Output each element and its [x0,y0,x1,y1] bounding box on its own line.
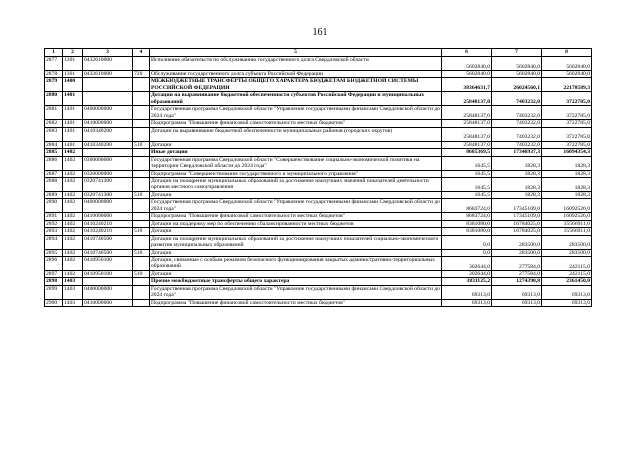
amount-year2-cell: 17345109,0 [492,199,542,213]
header-cell: 4 [133,49,150,57]
section-code-cell: 1301 [63,57,83,71]
amount-year1-cell: 0,0 [442,235,492,249]
section-code-cell: 1402 [63,228,83,235]
expense-type-code-cell [133,257,150,271]
item-name-cell: Дотации [150,228,442,235]
row-number-cell: 2894 [45,235,63,249]
item-name-cell: Государственная программа Свердловской области "Управление государственными финансами Свердловской области до 2024 года" [151,199,440,212]
row-number-cell: 2881 [45,106,63,120]
table-row [45,57,592,71]
section-code-cell: 1402 [63,170,83,177]
amount-year3-cell: 283500,0 [542,249,592,256]
amount-year1-cell: 25848137,0 [442,127,492,141]
amount-year2-cell: 7403232,0 [492,141,542,148]
row-number-cell: 2893 [45,228,63,235]
section-code-cell: 1402 [63,178,83,192]
page-number: 161 [312,27,328,38]
target-article-code-cell: 0432610000 [83,71,133,78]
target-article-code-cell: 0400000000 [83,199,133,213]
amount-year3-cell: 3722785,0 [542,92,592,106]
section-code-cell: 1402 [63,220,83,227]
expense-type-code-cell [133,213,150,220]
section-code-cell: 1403 [63,299,83,306]
table-row [45,220,592,227]
section-code-cell: 1402 [63,235,83,249]
table-row [45,257,592,271]
item-name-cell: Дотации, связанные с особым режимом безопасного функционирования закрытых административно-территориальных образований [150,257,442,271]
amount-year2-cell: 17345109,0 [492,213,542,220]
row-number-cell: 2884 [45,141,63,148]
amount-year2-cell: 7403232,0 [492,106,542,120]
header-row [45,49,592,57]
header-cell: 3 [83,49,133,57]
table-row [45,249,592,256]
target-article-code-cell: 0410000000 [83,120,133,127]
amount-year1-cell: 0,0 [442,249,492,256]
row-number-cell: 2890 [45,199,63,213]
amount-year1-cell: 8683724,0 [442,213,492,220]
item-name-cell: Государственная программа Свердловской области "Управление государственными финансами Свердловской области до 2024 года" [151,285,440,299]
amount-year3-cell: 283500,0 [542,235,592,249]
amount-year1-cell: 25848137,0 [442,141,492,148]
amount-year3-cell: 2361450,0 [542,278,592,285]
target-article-code-cell [83,149,133,156]
header-cell: 7 [492,49,542,57]
item-name-cell: Дотации на поощрение муниципальных образований за достижение наилучших значений показателей деятельности органов местного самоуправления [150,178,442,192]
amount-year2-cell: 69313,0 [492,299,542,306]
item-name-cell: Исполнение обязательств по обслуживанию государственного долга Свердловской области [150,57,442,71]
amount-year3-cell: 69313,0 [542,299,592,306]
expense-type-code-cell: 510 [133,192,150,199]
table-row [45,213,592,220]
row-number-cell: 2899 [45,285,63,299]
amount-year3-cell: 242115,0 [542,271,592,278]
table-row [45,228,592,235]
table-row [45,299,592,306]
section-code-cell: 1301 [63,71,83,78]
table-row [45,235,592,249]
item-name-cell: Дотации [150,192,442,199]
amount-year2-cell: 7403232,0 [492,92,542,106]
table-row [45,192,592,199]
table-row [45,199,592,213]
expense-type-code-cell [133,106,150,120]
amount-year2-cell: 16784025,0 [492,228,542,235]
section-code-cell: 1402 [63,257,83,271]
table-row [45,285,592,299]
expense-type-code-cell [133,149,150,156]
section-code-cell: 1402 [63,192,83,199]
amount-year2-cell: 1828,3 [492,178,542,192]
row-number-cell: 2886 [45,156,63,170]
section-code-cell: 1402 [63,199,83,213]
amount-year2-cell: 1828,3 [492,170,542,177]
amount-year2-cell: 26024560,1 [492,78,542,92]
row-number-cell: 2879 [45,78,63,92]
expense-type-code-cell: 510 [133,271,150,278]
amount-year3-cell: 15566911,0 [542,220,592,227]
amount-year1-cell: 8381080,0 [442,228,492,235]
amount-year1-cell: 8381080,0 [442,220,492,227]
amount-year3-cell: 3722785,0 [542,127,592,141]
target-article-code-cell: 0320741300 [83,178,133,192]
item-name-cell: Подпрограмма "Повышение финансовой самостоятельности местных бюджетов" [150,213,442,220]
amount-year3-cell: 1828,3 [542,156,592,170]
amount-year1-cell: 8683724,0 [442,199,492,213]
amount-year1-cell: 25848137,0 [442,120,492,127]
amount-year3-cell: 3722785,0 [542,106,592,120]
table-row [45,78,592,92]
item-name-cell: Подпрограмма "Повышение финансовой самостоятельности местных бюджетов" [150,120,442,127]
table-row [45,120,592,127]
amount-year1-cell: 69313,0 [442,285,492,299]
row-number-cell: 2877 [45,57,63,71]
amount-year2-cell: 1828,3 [492,156,542,170]
amount-year2-cell: 7403232,0 [492,120,542,127]
row-number-cell: 2887 [45,170,63,177]
section-code-cell: 1402 [63,149,83,156]
item-name-cell: Подпрограмма "Совершенствование государственного и муниципального управления" [150,170,442,177]
amount-year2-cell: 283500,0 [492,249,542,256]
row-number-cell: 2878 [45,71,63,78]
amount-year3-cell: 15566911,0 [542,228,592,235]
expense-type-code-cell [133,285,150,299]
row-number-cell: 2892 [45,220,63,227]
expense-type-code-cell: 720 [133,71,150,78]
section-code-cell: 1402 [63,156,83,170]
target-article-code-cell: 0410740500 [83,235,133,249]
section-code-cell: 1401 [63,127,83,141]
item-name-cell: Дотации [150,141,442,148]
item-name-cell: Иные дотации [150,149,442,156]
row-number-cell: 2888 [45,178,63,192]
expense-type-code-cell [133,57,150,71]
row-number-cell: 2880 [45,92,63,106]
section-code-cell: 1401 [63,92,83,106]
item-name-cell: Дотации на поощрение муниципальных образований за достижение наилучших показателей социально-экономического развития муниципальных образований [150,235,442,249]
target-article-code-cell: 0410740500 [83,249,133,256]
expense-type-code-cell [133,127,150,141]
item-name-cell: Дотации [150,249,442,256]
expense-type-code-cell [133,235,150,249]
amount-year3-cell: 16092526,0 [542,199,592,213]
amount-year3-cell: 3722785,0 [542,141,592,148]
amount-year2-cell: 7403232,0 [492,127,542,141]
row-number-cell: 2897 [45,271,63,278]
amount-year2-cell: 1274390,8 [492,278,542,285]
item-name-cell: Дотации [150,271,442,278]
amount-year3-cell: 69313,0 [542,285,592,299]
amount-year1-cell: 69313,0 [442,299,492,306]
header-cell: 8 [542,49,592,57]
expense-type-code-cell [133,120,150,127]
expense-type-code-cell [133,278,150,285]
section-code-cell: 1403 [63,278,83,285]
amount-year1-cell: 302644,0 [442,271,492,278]
amount-year2-cell: 277584,0 [492,271,542,278]
expense-type-code-cell [133,156,150,170]
expense-type-code-cell [133,170,150,177]
expense-type-code-cell [133,199,150,213]
expense-type-code-cell [133,220,150,227]
header-cell: 2 [63,49,83,57]
target-article-code-cell [83,92,133,106]
table-row [45,156,592,170]
amount-year1-cell: 5602840,0 [442,57,492,71]
table-row [45,278,592,285]
row-number-cell: 2891 [45,213,63,220]
target-article-code-cell: 0320000000 [83,170,133,177]
target-article-code-cell: 0410950100 [83,257,133,271]
amount-year2-cell: 5602840,0 [492,71,542,78]
section-code-cell: 1400 [63,78,83,92]
amount-year1-cell: 25848137,0 [442,92,492,106]
amount-year3-cell: 22178589,3 [542,78,592,92]
item-name-cell: Прочие межбюджетные трансферты общего характера [150,278,442,285]
target-article-code-cell: 0410000000 [83,299,133,306]
header-cell: 6 [442,49,492,57]
expense-type-code-cell: 510 [133,141,150,148]
amount-year2-cell: 69313,0 [492,285,542,299]
row-number-cell: 2885 [45,149,63,156]
table-row [45,271,592,278]
amount-year1-cell: 1645,5 [442,192,492,199]
amount-year1-cell: 1645,5 [442,156,492,170]
amount-year3-cell: 16092526,0 [542,213,592,220]
item-name-cell: Государственная программа Свердловской области "Совершенствование социально-экономической политики на территории Свердловской области до 2024 года" [150,156,442,170]
header-cell: 5 [150,49,442,57]
expense-type-code-cell [133,92,150,106]
item-name-cell: Дотации на выравнивание бюджетной обеспеченности муниципальных районов (городских округов) [150,127,442,141]
expense-type-code-cell [133,78,150,92]
amount-year2-cell: 283500,0 [492,235,542,249]
section-code-cell: 1403 [63,285,83,299]
row-number-cell: 2900 [45,299,63,306]
target-article-code-cell [83,278,133,285]
header-cell: 1 [45,49,63,57]
item-name-cell: Дотации на поддержку мер по обеспечению сбалансированности местных бюджетов [150,220,442,227]
row-number-cell: 2883 [45,127,63,141]
item-name-cell: Подпрограмма "Повышение финансовой самостоятельности местных бюджетов" [150,299,442,306]
target-article-code-cell: 0410340200 [83,127,133,141]
target-article-code-cell: 0410340200 [83,141,133,148]
table-row [45,92,592,106]
table-row [45,71,592,78]
amount-year1-cell: 1645,5 [442,178,492,192]
target-article-code-cell: 0300000000 [83,156,133,170]
item-name-cell: МЕЖБЮДЖЕТНЫЕ ТРАНСФЕРТЫ ОБЩЕГО ХАРАКТЕРА БЮДЖЕТАМ БЮДЖЕТНОЙ СИСТЕМЫ РОССИЙСКОЙ ФЕДЕРАЦИИ [150,78,442,92]
expense-type-code-cell: 510 [133,249,150,256]
amount-year1-cell: 3831125,2 [442,278,492,285]
amount-year1-cell: 25848137,0 [442,106,492,120]
target-article-code-cell [83,78,133,92]
section-code-cell: 1401 [63,106,83,120]
target-article-code-cell: 0410240210 [83,228,133,235]
amount-year1-cell: 8685369,5 [442,149,492,156]
amount-year1-cell: 1645,5 [442,170,492,177]
section-code-cell: 1402 [63,213,83,220]
table-row [45,127,592,141]
amount-year2-cell: 17346937,3 [492,149,542,156]
expense-type-code-cell [133,299,150,306]
table-row [45,141,592,148]
target-article-code-cell: 0400000000 [83,285,133,299]
row-number-cell: 2895 [45,249,63,256]
target-article-code-cell: 0432610000 [83,57,133,71]
amount-year2-cell: 5602840,0 [492,57,542,71]
row-number-cell: 2896 [45,257,63,271]
table-row [45,170,592,177]
amount-year3-cell: 1828,3 [542,170,592,177]
section-code-cell: 1402 [63,249,83,256]
table-row [45,178,592,192]
item-name-cell: Обслуживание государственного долга субъекта Российской Федерации [150,71,442,78]
amount-year2-cell: 1828,3 [492,192,542,199]
row-number-cell: 2898 [45,278,63,285]
target-article-code-cell: 0410950100 [83,271,133,278]
table-row [45,149,592,156]
amount-year3-cell: 3722785,0 [542,120,592,127]
amount-year1-cell: 302644,0 [442,257,492,271]
row-number-cell: 2882 [45,120,63,127]
section-code-cell: 1401 [63,141,83,148]
amount-year3-cell: 1828,3 [542,192,592,199]
amount-year3-cell: 1828,3 [542,178,592,192]
item-name-cell: Государственная программа Свердловской области "Управление государственными финансами Свердловской области до 2024 года" [151,106,440,119]
amount-year3-cell: 5602840,0 [542,71,592,78]
amount-year1-cell: 5602840,0 [442,71,492,78]
target-article-code-cell: 0410000000 [83,213,133,220]
row-number-cell: 2889 [45,192,63,199]
amount-year3-cell: 5602840,0 [542,57,592,71]
amount-year2-cell: 277584,0 [492,257,542,271]
target-article-code-cell: 0320741300 [83,192,133,199]
expense-type-code-cell: 510 [133,228,150,235]
amount-year3-cell: 16094354,3 [542,149,592,156]
table-row [45,106,592,120]
amount-year3-cell: 242115,0 [542,257,592,271]
section-code-cell: 1401 [63,120,83,127]
target-article-code-cell: 0410240210 [83,220,133,227]
budget-table [44,48,592,307]
amount-year1-cell: 38364631,7 [442,78,492,92]
item-name-cell: Дотации на выравнивание бюджетной обеспеченности субъектов Российской Федерации и муниципальных образований [150,92,442,106]
amount-year2-cell: 16784025,0 [492,220,542,227]
target-article-code-cell: 0400000000 [83,106,133,120]
section-code-cell: 1402 [63,271,83,278]
expense-type-code-cell [133,178,150,192]
